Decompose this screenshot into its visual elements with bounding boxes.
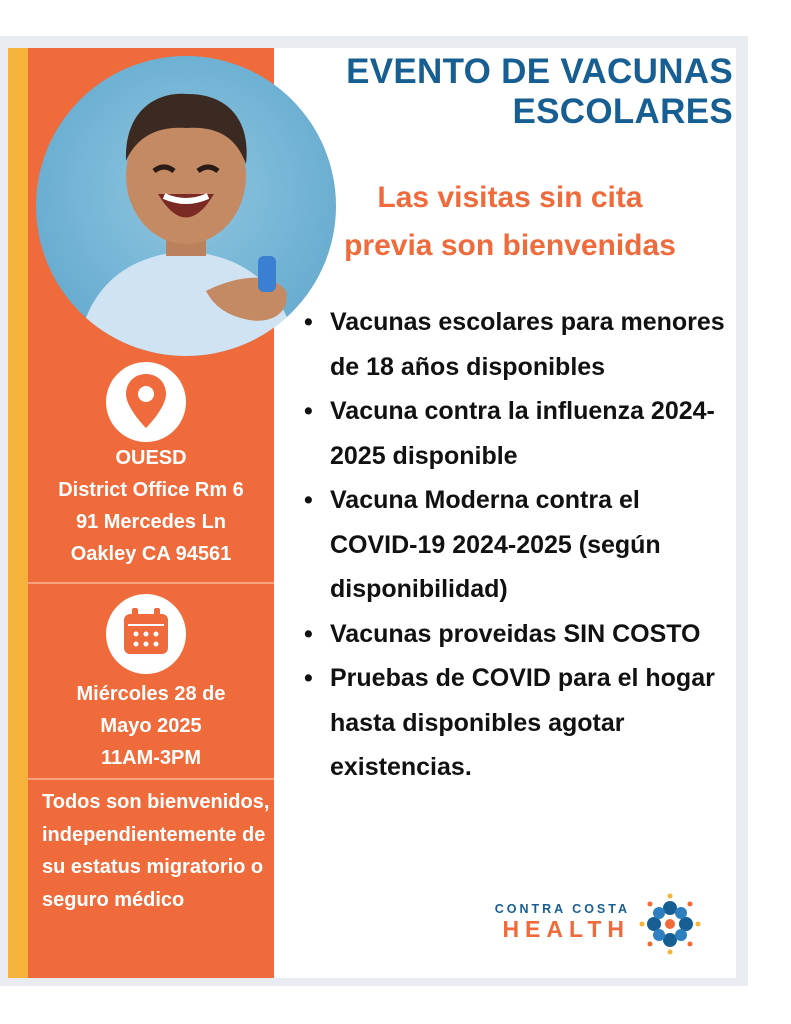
location-line-2: District Office Rm 6 (58, 479, 244, 501)
subtitle-line-1: Las visitas sin cita (377, 181, 643, 214)
date-line-1: Miércoles 28 de (76, 683, 226, 705)
contra-costa-health-logo (470, 886, 710, 956)
date-line-2: Mayo 2025 (100, 715, 202, 737)
location-line-4: Oakley CA 94561 (70, 543, 232, 565)
welcome-text: Todos son bienvenidos, independientemente de su estatus migratorio o seguro médico (42, 791, 270, 911)
title-line-2: ESCOLARES (512, 92, 733, 131)
event-title (273, 52, 733, 132)
list-item: • Vacuna contra la influenza 2024-2025 disponible (300, 389, 730, 478)
location-line-1: OUESD (115, 447, 187, 469)
logo-dots-icon (638, 892, 702, 956)
list-item: • Vacuna Moderna contra el COVID-19 2024-2025 (según disponibilidad) (300, 478, 730, 612)
calendar-icon (106, 594, 186, 674)
walk-in-subtitle (290, 174, 730, 270)
logo-text-bottom: HEALTH (502, 916, 630, 942)
location-block (28, 442, 274, 570)
title-line-1: EVENTO DE VACUNAS (346, 52, 733, 91)
date-block (28, 678, 274, 774)
divider (28, 582, 274, 584)
list-item: • Vacunas proveidas SIN COSTO (300, 612, 730, 657)
subtitle-line-2: previa son bienvenidas (344, 229, 676, 262)
vaccine-list (300, 300, 730, 790)
yellow-accent-strip (8, 48, 28, 978)
time-line: 11AM-3PM (100, 747, 202, 769)
location-line-3: 91 Mercedes Ln (75, 511, 227, 533)
list-item: • Pruebas de COVID para el hogar hasta disponibles agotar existencias. (300, 656, 730, 790)
logo-text-top: CONTRA COSTA (494, 902, 630, 916)
divider (28, 778, 274, 780)
location-pin-icon (106, 362, 186, 442)
list-item: • Vacunas escolares para menores de 18 años disponibles (300, 300, 730, 389)
